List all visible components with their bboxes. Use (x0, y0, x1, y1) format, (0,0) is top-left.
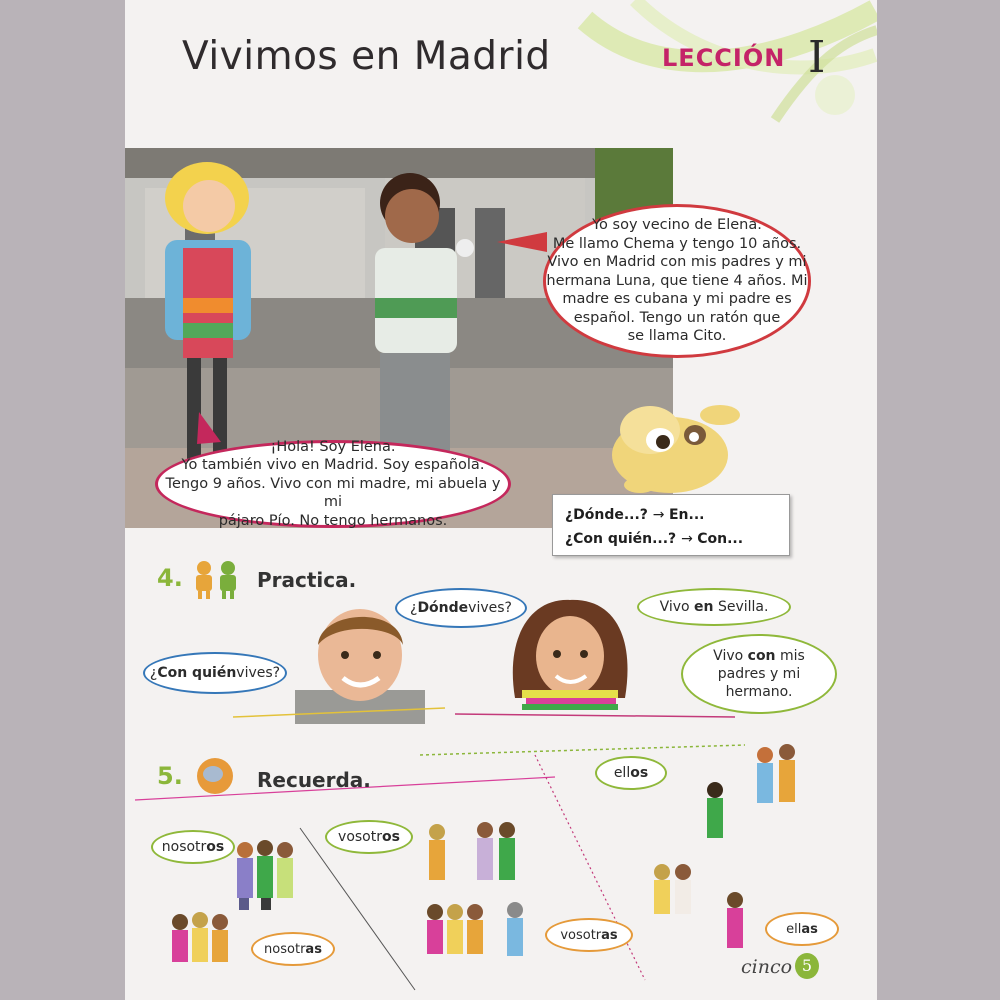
lesson-number: I (808, 32, 826, 83)
people-illustrations (125, 0, 877, 1000)
elena-speech-bubble: ¡Hola! Soy Elena. Yo también vivo en Madrid. Soy española. Tengo 9 años. Vivo con mi madre, mi abuela y mi pájaro Pío. No tengo hermanos. (155, 440, 511, 528)
lesson-label: LECCIÓN (662, 44, 786, 72)
section-4-title: Practica. (257, 568, 357, 592)
pronoun-ellas: ellas (765, 912, 839, 946)
chema-speech-bubble: Yo soy vecino de Elena. Me llamo Chema y tengo 10 años. Vivo en Madrid con mis padres y mi hermana Luna, que tiene 4 años. Mi madre es cubana y mi padre es español. Tengo un ratón que se llama Cito. (543, 204, 811, 358)
page-title: Vivimos en Madrid (182, 34, 551, 79)
section-4-number: 4. (157, 564, 183, 592)
pronoun-vosotras: vosotras (545, 918, 633, 952)
pronoun-nosotras: nosotras (251, 932, 335, 966)
grammar-hint-box: ¿Dónde...? → En... ¿Con quién...? → Con... (552, 494, 790, 556)
page-number: 5 (795, 953, 819, 979)
question-where-bubble: ¿ Dónde vives? (395, 588, 527, 628)
pronoun-ellos: ellos (595, 756, 667, 790)
pronoun-nosotros: nosotros (151, 830, 235, 864)
answer-family-bubble: Vivo con mis padres y mi hermano. (681, 634, 837, 714)
textbook-page (125, 0, 877, 1000)
answer-sevilla-bubble: Vivo en Sevilla. (637, 588, 791, 626)
section-5-number: 5. (157, 762, 183, 790)
question-with-whom-bubble: ¿ Con quién vives? (143, 652, 287, 694)
page-word: cinco (741, 956, 793, 978)
section-5-title: Recuerda. (257, 768, 371, 792)
pronoun-vosotros: vosotros (325, 820, 413, 854)
